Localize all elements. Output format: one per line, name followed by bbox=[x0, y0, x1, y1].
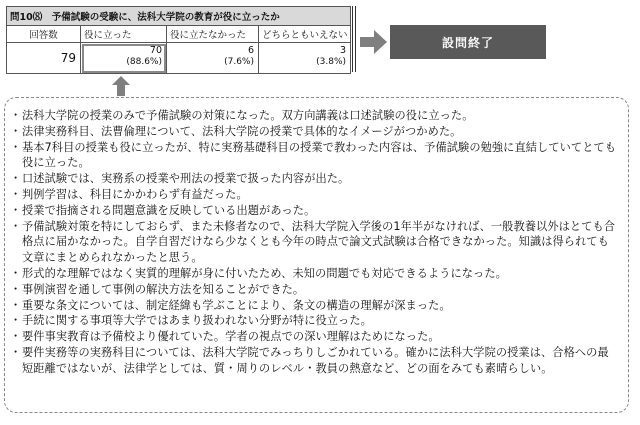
header-response-count: 回答数 bbox=[7, 26, 81, 43]
comment-item: ・ 事例演習を通して事例の解決方法を知ることができた。 bbox=[13, 282, 618, 298]
comment-item: ・ 基本7科目の授業も役に立ったが、特に実務基礎科目の授業で教わった内容は、予備試験の勉強に直結していてとても役に立った。 bbox=[13, 140, 618, 172]
end-question-button[interactable]: 設問終了 bbox=[390, 25, 546, 59]
comment-item: ・ 判例学習は、科目にかかわらず有益だった。 bbox=[13, 187, 618, 203]
cell-neutral bbox=[259, 43, 351, 74]
response-count: 79 bbox=[7, 43, 81, 74]
comment-list bbox=[13, 108, 618, 377]
comment-item: ・ 要件実務等の実務科目については、法科大学院でみっちりしごかれている。確かに法科大学院の授業は、合格への最短距離ではないが、法律学としては、質・周りのレベル・教員の熱意など、どの面をみても素晴らしい。 bbox=[13, 345, 618, 377]
comment-item: ・ 口述試験では、実務系の授業や刑法の授業で扱った内容が出た。 bbox=[13, 171, 618, 187]
comment-item: ・ 授業で指摘される問題意識を反映している出題があった。 bbox=[13, 203, 618, 219]
comment-item: ・ 予備試験対策を特にしておらず、また未修者なので、法科大学院入学後の1年半がなければ、一般教養以外はとても合格点に届かなかった。自学自習だけなら少なくとも今年の時点で論文式試験は合格できなかった。知識は得られても文章にまとめられなかったと思う。 bbox=[13, 219, 618, 266]
comment-item: ・ 形式的な理解ではなく実質的理解が身に付いたため、未知の問題でも対応できるようになった。 bbox=[13, 266, 618, 282]
cell-helpful-value: 70 bbox=[149, 45, 162, 56]
cell-neutral-value: 3 bbox=[340, 45, 347, 56]
cell-neutral-percent: (3.8%) bbox=[316, 57, 347, 67]
header-neutral: どちらともいえない bbox=[259, 26, 351, 43]
cell-not-helpful-percent: (7.6%) bbox=[224, 57, 254, 67]
header-helpful: 役に立った bbox=[81, 26, 167, 43]
comment-item: ・ 要件事実教育は予備校より優れていた。学者の視点での深い理解はためになった。 bbox=[13, 329, 618, 345]
divider-line bbox=[352, 6, 353, 72]
comment-item: ・ 手続に関する事項等大学ではあまり扱われない分野が特に役立った。 bbox=[13, 313, 618, 329]
cell-not-helpful bbox=[167, 43, 259, 74]
comment-item: ・ 法科大学院の授業のみで予備試験の対策になった。双方向講義は口述試験の役に立った。 bbox=[13, 108, 618, 124]
up-arrow-icon bbox=[112, 76, 130, 96]
comment-item: ・ 法律実務科目、法曹倫理について、法科大学院の授業で具体的なイメージがつかめた。 bbox=[13, 124, 618, 140]
question-title: 問10⑻ 予備試験の受験に、法科大学院の教育が役に立ったか bbox=[7, 7, 351, 26]
comments-box bbox=[4, 97, 629, 413]
survey-result-table bbox=[6, 6, 351, 74]
cell-not-helpful-value: 6 bbox=[247, 45, 254, 56]
right-arrow-icon bbox=[360, 28, 388, 56]
divider-line bbox=[355, 6, 356, 72]
header-not-helpful: 役に立たなかった bbox=[167, 26, 259, 43]
cell-helpful bbox=[81, 43, 167, 74]
comment-item: ・ 重要な条文については、制定経緯も学ぶことにより、条文の構造の理解が深まった。 bbox=[13, 298, 618, 314]
cell-helpful-percent: (88.6%) bbox=[126, 57, 162, 67]
